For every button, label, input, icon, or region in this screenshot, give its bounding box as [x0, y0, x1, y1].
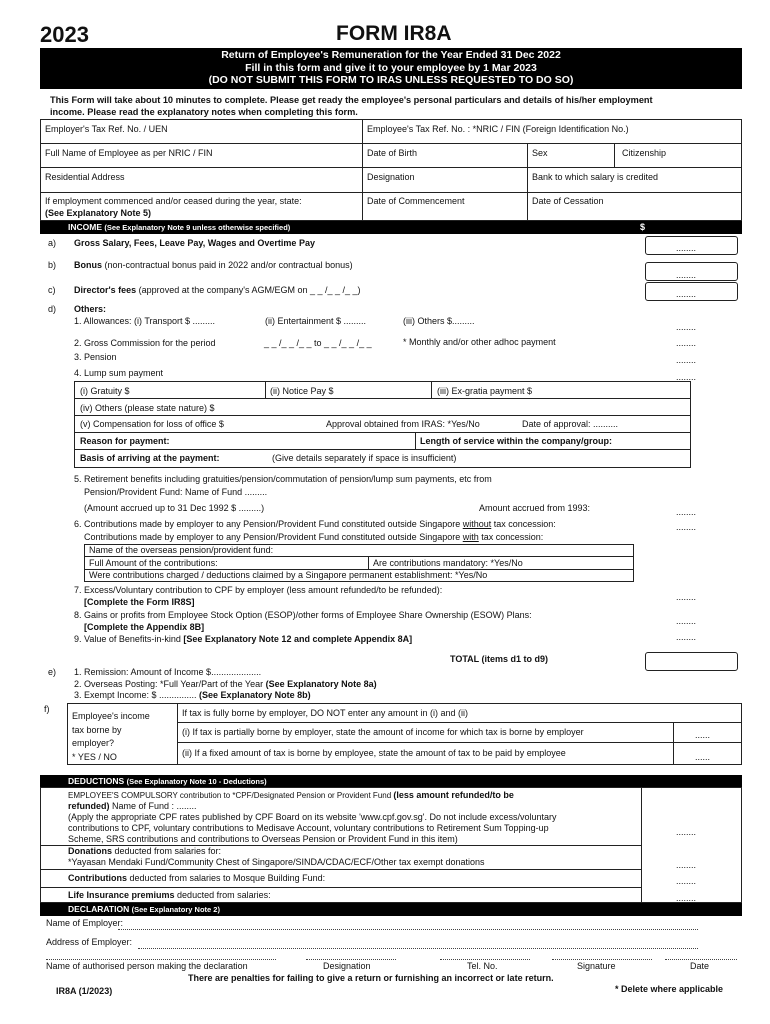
overseas-fund-name-field[interactable]: Name of the overseas pension/provident fund: [89, 545, 274, 555]
pension-label: 3. Pension [74, 352, 117, 362]
life-insurance-label [68, 890, 271, 900]
tax-borne-line-1: Employee's income [72, 711, 150, 721]
bonus-label [74, 260, 353, 270]
tax-partially-borne-amount[interactable]: ...... [695, 730, 711, 740]
declaration-heading: DECLARATION [68, 904, 130, 914]
excess-cpf-amount[interactable]: ........ [676, 592, 697, 602]
excess-cpf-note: [Complete the Form IR8S] [84, 597, 195, 607]
contrib-with-end: tax concession: [478, 532, 544, 542]
exempt-income-note: (See Explanatory Note 8b) [199, 690, 311, 700]
total-d-label: TOTAL (items d1 to d9) [450, 654, 549, 664]
commission-amount[interactable]: ........ [676, 338, 697, 348]
penalty-notice: There are penalties for failing to give a return or furnishing an incorrect or late return. [188, 973, 554, 983]
cpf-line-1-bold: (less amount refunded/to be [393, 790, 514, 800]
deductions-heading-note: (See Explanatory Note 10 - Deductions) [126, 777, 267, 786]
pension-amount[interactable]: ........ [676, 355, 697, 365]
gross-salary-label: Gross Salary, Fees, Leave Pay, Wages and Overtime Pay [74, 238, 315, 248]
tel-label: Tel. No. [467, 961, 498, 971]
lump-sum-label: 4. Lump sum payment [74, 368, 164, 378]
directors-fees-label [74, 285, 361, 295]
employee-cpf-label [68, 790, 557, 845]
lump-others-field[interactable]: (iv) Others (please state nature) $ [80, 403, 215, 413]
commission-period[interactable]: _ _ /_ _ /_ _ to _ _ /_ _ /_ _ [264, 338, 372, 348]
bank-field[interactable]: Bank to which salary is credited [532, 172, 659, 182]
allowances-amount[interactable]: ........ [676, 322, 697, 332]
tax-borne-yes-no[interactable]: * YES / NO [72, 751, 117, 762]
allowance-others[interactable]: (iii) Others $......... [403, 316, 475, 326]
tax-partially-borne-label: (i) If tax is partially borne by employer, state the amount of income for which tax is borne by employer [182, 727, 584, 737]
lump-sum-amount[interactable]: ........ [676, 372, 697, 382]
tax-borne-line-2: tax borne by [72, 724, 122, 735]
overseas-posting-text: 2. Overseas Posting: *Full Year/Part of the Year [74, 679, 266, 689]
form-year: 2023 [40, 22, 89, 47]
item-b-letter: b) [48, 260, 57, 270]
authorised-person-label: Name of authorised person making the declaration [46, 961, 248, 971]
date-of-cessation-field[interactable]: Date of Cessation [532, 196, 604, 206]
authorised-name-input[interactable] [46, 959, 276, 960]
ex-gratia-field[interactable]: (iii) Ex-gratia payment $ [437, 386, 533, 396]
deductions-heading: DEDUCTIONS [68, 776, 125, 786]
mosque-fund-amount[interactable]: ........ [676, 876, 697, 886]
designation-field[interactable]: Designation [367, 172, 415, 182]
contrib-without-text: 6. Contributions made by employer to any Pension/Provident Fund constituted outside Singapore [74, 519, 463, 529]
employer-name-label: Name of Employer: [46, 918, 124, 928]
residential-address-field[interactable]: Residential Address [45, 172, 125, 182]
banner-line-3: (DO NOT SUBMIT THIS FORM TO IRAS UNLESS REQUESTED TO DO SO) [208, 74, 574, 86]
intro-line-1: This Form will take about 10 minutes to complete. Please get ready the employee's personal particulars and details of his/her employment [50, 95, 653, 105]
date-of-birth-field[interactable]: Date of Birth [367, 148, 418, 158]
retirement-fund-name[interactable]: Pension/Provident Fund: Name of Fund ......... [84, 487, 268, 497]
notice-pay-field[interactable]: (ii) Notice Pay $ [270, 386, 334, 396]
directors-fees-text: (approved at the company's AGM/EGM on _ _ /_ _ /_ _) [136, 285, 361, 295]
date-of-commencement-field[interactable]: Date of Commencement [367, 196, 465, 206]
directors-fees-bold: Director's fees [74, 285, 137, 295]
income-heading-note: (See Explanatory Note 9 unless otherwise specified) [104, 223, 291, 232]
cpf-line-5: Scheme, SRS contributions and contributions to Overseas Pension or Provident Fund in this item) [68, 834, 458, 844]
cpf-line-1: EMPLOYEE'S COMPULSORY contribution to *CPF/Designated Pension or Provident Fund [68, 791, 394, 800]
declaration-section-bar [40, 903, 742, 916]
mosque-fund-text: deducted from salaries to Mosque Building Fund: [127, 873, 326, 883]
reason-field[interactable]: Reason for payment: [80, 436, 170, 446]
employer-tax-ref-field[interactable]: Employer's Tax Ref. No. / UEN [45, 124, 168, 134]
tax-borne-question[interactable] [72, 710, 150, 764]
contrib-without-amount[interactable]: ........ [676, 522, 697, 532]
employment-period-note: (See Explanatory Note 5) [45, 208, 152, 218]
item-d-letter: d) [48, 304, 57, 314]
contrib-without-end: tax concession: [491, 519, 556, 529]
form-title: FORM IR8A [336, 22, 452, 45]
banner-line-2: Fill in this form and give it to your employee by 1 Mar 2023 [245, 61, 537, 74]
date-input[interactable] [665, 959, 737, 960]
declaration-heading-note: (See Explanatory Note 2) [131, 905, 220, 914]
contributions-charged-field[interactable]: Were contributions charged / deductions claimed by a Singapore permanent establishment: *Yes/No [89, 570, 488, 580]
directors-fees-amount[interactable]: ........ [676, 289, 697, 299]
amount-accrued-1993: Amount accrued from 1993: [479, 503, 591, 513]
bonus-label-bold: Bonus [74, 260, 102, 270]
overseas-posting-field[interactable] [74, 679, 377, 689]
contributions-mandatory-field[interactable]: Are contributions mandatory: *Yes/No [373, 558, 523, 568]
cpf-line-4: contributions to CPF, voluntary contributions to Medisave Account, voluntary contributions to Retirement Sum Topping-up [68, 823, 549, 833]
employment-period-label: If employment commenced and/or ceased during the year, state: [45, 196, 302, 206]
donations-label [68, 846, 485, 868]
item-f-letter: f) [44, 704, 50, 714]
mosque-fund-label [68, 873, 325, 883]
donations-amount[interactable]: ........ [676, 860, 697, 870]
income-heading: INCOME [68, 222, 102, 232]
signature-label: Signature [577, 961, 616, 971]
exempt-income-field[interactable] [74, 690, 311, 700]
amount-accrued-1992[interactable]: (Amount accrued up to 31 Dec 1992 $ .........) [84, 503, 265, 513]
compensation-field[interactable]: (v) Compensation for loss of office $ [80, 419, 224, 429]
benefits-in-kind-note: [See Explanatory Note 12 and complete Appendix 8A] [183, 634, 413, 644]
donations-bold: Donations [68, 846, 112, 856]
declaration-designation-label: Designation [323, 961, 371, 971]
employee-cpf-amount[interactable]: ........ [676, 827, 697, 837]
donations-text: deducted from salaries for: [112, 846, 222, 856]
mosque-fund-bold: Contributions [68, 873, 127, 883]
tax-fully-borne-note: If tax is fully borne by employer, DO NOT enter any amount in (i) and (ii) [182, 708, 468, 718]
cpf-fund-name[interactable]: Name of Fund : ........ [109, 801, 197, 811]
gross-salary-box[interactable] [645, 236, 738, 255]
benefits-in-kind-text: 9. Value of Benefits-in-kind [74, 634, 184, 644]
bonus-amount[interactable]: ........ [676, 270, 697, 280]
tax-fixed-amount[interactable]: ...... [695, 752, 711, 762]
life-insurance-bold: Life Insurance premiums [68, 890, 175, 900]
full-name-field[interactable]: Full Name of Employee as per NRIC / FIN [45, 148, 213, 158]
citizenship-field[interactable]: Citizenship [622, 148, 667, 158]
signature-input[interactable] [552, 959, 652, 960]
basis-note: (Give details separately if space is insufficient) [272, 453, 457, 463]
life-insurance-text: deducted from salaries: [174, 890, 271, 900]
life-insurance-amount[interactable]: ........ [676, 893, 697, 903]
delete-note: * Delete where applicable [615, 984, 724, 994]
item-e-letter: e) [48, 667, 57, 677]
esop-gains-note: [Complete the Appendix 8B] [84, 622, 205, 632]
benefits-in-kind-label [74, 634, 412, 644]
contrib-without-word: without [462, 519, 492, 529]
others-heading: Others: [74, 304, 107, 314]
allowance-entertainment[interactable]: (ii) Entertainment $ ......... [265, 316, 367, 326]
item-a-letter: a) [48, 238, 57, 248]
benefits-in-kind-amount[interactable]: ........ [676, 632, 697, 642]
remission-field[interactable]: 1. Remission: Amount of Income $.................... [74, 667, 262, 677]
length-of-service-field[interactable]: Length of service within the company/group: [420, 436, 613, 446]
gratuity-field[interactable]: (i) Gratuity $ [80, 386, 130, 396]
form-code: IR8A (1/2023) [56, 986, 113, 996]
commission-type: * Monthly and/or other adhoc payment [403, 337, 556, 347]
overseas-posting-note: (See Explanatory Note 8a) [265, 679, 377, 689]
income-section-bar [40, 221, 742, 234]
bonus-label-text: (non-contractual bonus paid in 2022 and/or contractual bonus) [102, 260, 353, 270]
full-amount-contributions-field[interactable]: Full Amount of the contributions: [89, 558, 218, 568]
contrib-with-text: Contributions made by employer to any Pension/Provident Fund constituted outside Singapore [84, 532, 463, 542]
allowance-transport[interactable]: 1. Allowances: (i) Transport $ ......... [74, 316, 216, 326]
retirement-amount[interactable]: ........ [676, 507, 697, 517]
esop-gains-label: 8. Gains or profits from Employee Stock Option (ESOP)/other forms of Employee Share Ownership (ESOW) Plans: [74, 610, 532, 620]
exempt-income-text: 3. Exempt Income: $ ............... [74, 690, 200, 700]
tel-input[interactable] [440, 959, 530, 960]
gross-salary-amount[interactable]: ........ [676, 243, 697, 253]
banner-line-1: Return of Employee's Remuneration for the Year Ended 31 Dec 2022 [221, 49, 561, 61]
contrib-without-concession [74, 519, 556, 529]
intro-line-2: income. Please read the explanatory notes when completing this form. [50, 107, 358, 117]
retirement-benefits-label: 5. Retirement benefits including gratuities/pension/commutation of pension/lump sum payments, etc from [74, 474, 492, 484]
iras-approval-field[interactable]: Approval obtained from IRAS: *Yes/No [326, 419, 480, 429]
esop-gains-amount[interactable]: ........ [676, 616, 697, 626]
approval-date-field[interactable]: Date of approval: .......... [522, 419, 619, 429]
commission-label: 2. Gross Commission for the period [74, 338, 216, 348]
excess-cpf-label: 7. Excess/Voluntary contribution to CPF by employer (less amount refunded/to be refunded): [74, 585, 443, 595]
donations-detail: *Yayasan Mendaki Fund/Community Chest of Singapore/SINDA/CDAC/ECF/Other tax exempt donations [68, 857, 485, 867]
cpf-line-3: (Apply the appropriate CPF rates published by CPF Board on its website 'www.cpf.gov.sg'. Do not include excess/voluntary [68, 812, 557, 822]
basis-field[interactable]: Basis of arriving at the payment: [80, 453, 220, 463]
form-banner [40, 48, 742, 89]
item-c-letter: c) [48, 285, 56, 295]
sex-field[interactable]: Sex [532, 148, 548, 158]
declaration-date-label: Date [690, 961, 710, 971]
currency-symbol: $ [640, 222, 646, 232]
tax-borne-line-3: employer? [72, 738, 115, 748]
contrib-with-word: with [462, 532, 479, 542]
employee-tax-ref-field[interactable]: Employee's Tax Ref. No. : *NRIC / FIN (Foreign Identification No.) [367, 124, 629, 134]
designation-input[interactable] [306, 959, 396, 960]
total-d-box[interactable] [645, 652, 738, 671]
contrib-with-concession [84, 532, 543, 542]
deductions-section-bar [40, 775, 742, 787]
employer-address-label: Address of Employer: [46, 937, 133, 947]
employer-name-input[interactable] [118, 929, 698, 930]
intro-text [50, 94, 750, 118]
employer-address-input[interactable] [138, 948, 698, 949]
tax-fixed-amount-label: (ii) If a fixed amount of tax is borne by employee, state the amount of tax to be paid by employee [182, 748, 566, 758]
cpf-line-2-bold: refunded) [68, 801, 110, 811]
